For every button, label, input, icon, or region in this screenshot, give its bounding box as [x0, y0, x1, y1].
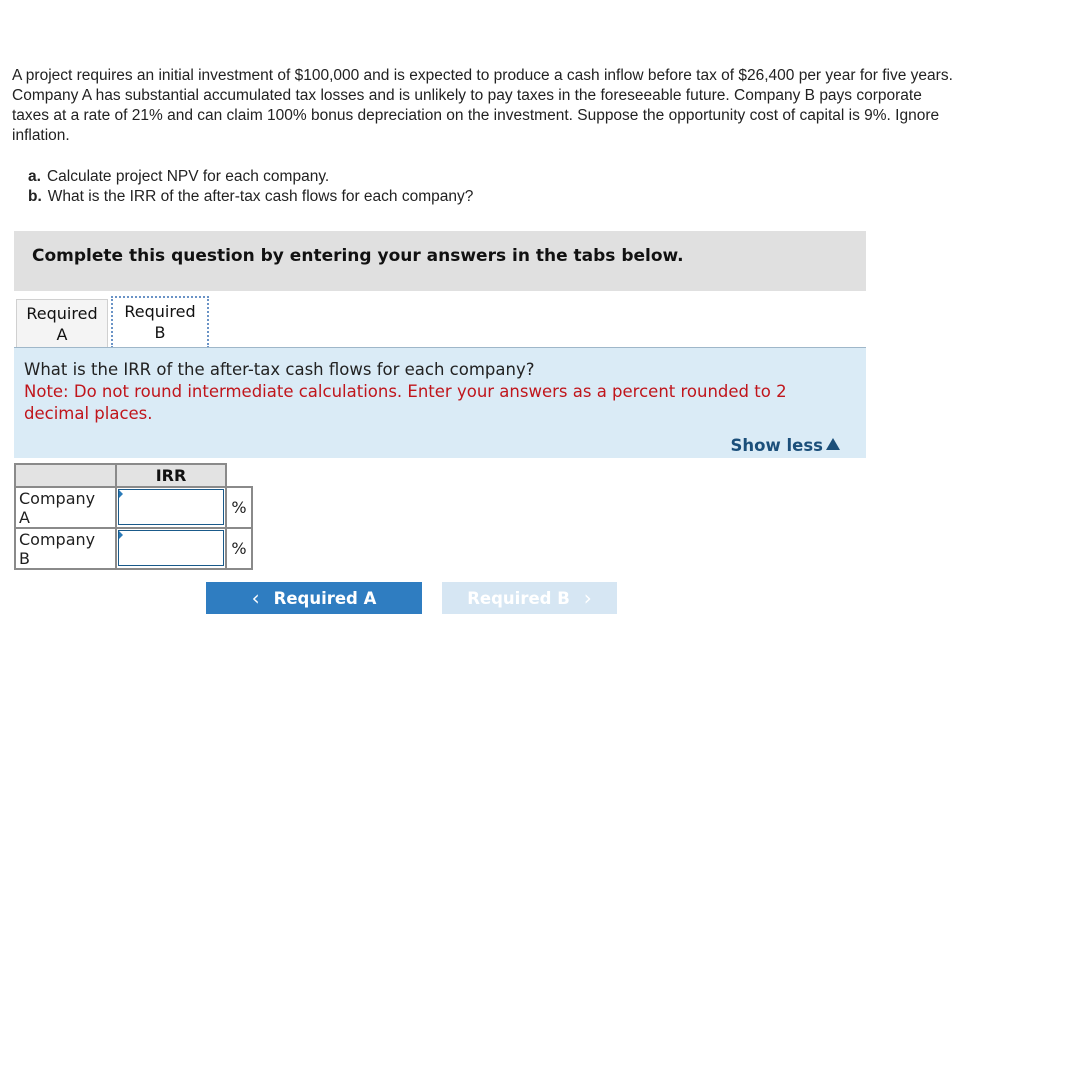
chevron-left-icon: ‹	[251, 586, 260, 610]
question-note: Note: Do not round intermediate calculations. Enter your answers as a percent rounded to 2 decimal places.	[24, 382, 787, 423]
table-row	[15, 487, 252, 528]
next-button-label: Required B	[467, 589, 570, 608]
instruction-text: Complete this question by entering your answers in the tabs below.	[32, 246, 684, 266]
input-flag-icon	[119, 531, 123, 539]
triangle-up-icon	[826, 438, 840, 450]
part-a-letter: a.	[28, 168, 41, 185]
irr-table	[14, 463, 253, 570]
part-a	[28, 167, 473, 187]
company-a-irr-input[interactable]	[118, 489, 224, 525]
company-b-irr-cell	[116, 528, 226, 569]
show-less-label: Show less	[730, 436, 823, 455]
part-b-letter: b.	[28, 188, 42, 205]
company-b-percent-unit: %	[226, 528, 252, 569]
problem-parts	[28, 167, 473, 207]
instruction-banner	[14, 231, 866, 291]
tab-required-b-line2: B	[154, 323, 166, 342]
company-b-label: Company B	[15, 528, 116, 569]
company-a-irr-cell	[116, 487, 226, 528]
part-b	[28, 187, 473, 207]
problem-text	[12, 66, 962, 146]
tab-required-a-line2: A	[56, 325, 68, 344]
table-row	[15, 528, 252, 569]
part-a-text: Calculate project NPV for each company.	[46, 168, 330, 185]
irr-column-header: IRR	[116, 464, 226, 487]
question-panel	[14, 347, 866, 458]
input-flag-icon	[119, 490, 123, 498]
problem-paragraph: A project requires an initial investment of $100,000 and is expected to produce a cash inflow before tax of $26,400 per year for five years. Company A has substantial accumulated tax losses and is unlikely to pay taxes in the foreseeable future. Company B pays corporate taxes at a rate of 21% and can claim 100% bonus depreciation on the investment. Suppose the opportunity cost of capital is 9%. Ignore inflation.	[12, 67, 953, 144]
prev-required-a-button[interactable]	[206, 582, 422, 614]
header-blank-cell	[15, 464, 116, 487]
tab-required-a[interactable]	[16, 299, 108, 347]
show-less-link[interactable]	[731, 435, 840, 457]
prev-button-label: Required A	[273, 589, 377, 608]
tab-required-a-line1: Required	[26, 304, 98, 323]
tab-required-b[interactable]	[111, 296, 209, 348]
company-a-label: Company A	[15, 487, 116, 528]
tab-required-b-line1: Required	[124, 302, 196, 321]
company-a-percent-unit: %	[226, 487, 252, 528]
irr-header-row	[15, 464, 252, 487]
question-text: What is the IRR of the after-tax cash flows for each company?	[24, 360, 535, 379]
next-required-b-button	[442, 582, 617, 614]
part-b-text: What is the IRR of the after-tax cash flows for each company?	[47, 188, 474, 205]
chevron-right-icon: ›	[583, 586, 592, 610]
company-b-irr-input[interactable]	[118, 530, 224, 566]
